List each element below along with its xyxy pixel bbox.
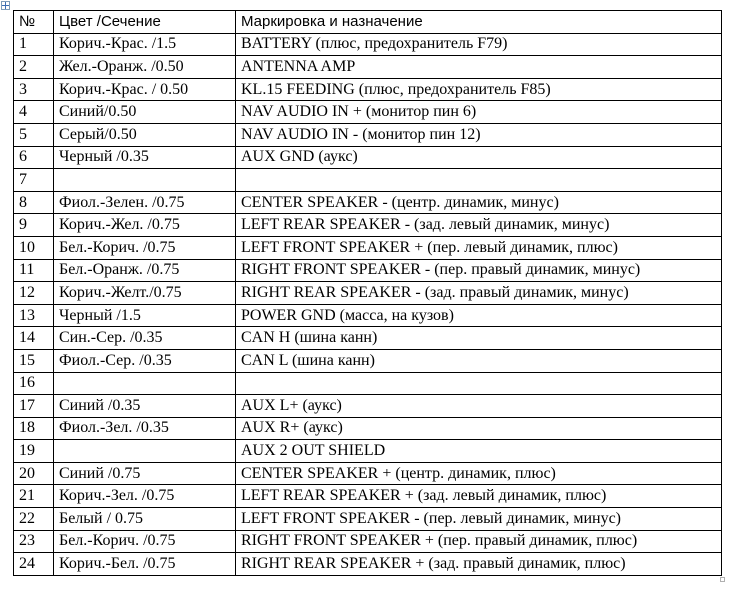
wire-color-cell: Корич.-Жел. /0.75	[54, 214, 236, 237]
pin-number-cell: 22	[14, 508, 54, 531]
table-row	[14, 304, 722, 327]
marking-cell: AUX GND (аукс)	[236, 146, 722, 169]
pin-number-cell: 17	[14, 395, 54, 418]
table-row	[14, 553, 722, 576]
table-row	[14, 417, 722, 440]
marking-cell	[236, 372, 722, 395]
wire-color-cell: Синий /0.75	[54, 462, 236, 485]
pin-number-cell: 24	[14, 553, 54, 576]
pin-number-cell: 16	[14, 372, 54, 395]
table-row	[14, 78, 722, 101]
wire-color-cell: Синий /0.35	[54, 395, 236, 418]
marking-cell: RIGHT REAR SPEAKER - (зад. правый динамик, минус)	[236, 282, 722, 305]
marking-cell: LEFT FRONT SPEAKER + (пер. левый динамик, плюс)	[236, 236, 722, 259]
pin-number-cell: 12	[14, 282, 54, 305]
wire-color-cell	[54, 169, 236, 192]
header-color-section: Цвет /Сечение	[54, 11, 236, 34]
table-row	[14, 349, 722, 372]
pinout-table	[13, 10, 722, 576]
table-row	[14, 259, 722, 282]
marking-cell: POWER GND (масса, на кузов)	[236, 304, 722, 327]
marking-cell: BATTERY (плюс, предохранитель F79)	[236, 33, 722, 56]
marking-cell: RIGHT FRONT SPEAKER + (пер. правый динамик, плюс)	[236, 530, 722, 553]
table-body	[14, 33, 722, 575]
marking-cell: NAV AUDIO IN - (монитор пин 12)	[236, 123, 722, 146]
marking-cell: RIGHT FRONT SPEAKER - (пер. правый динамик, минус)	[236, 259, 722, 282]
marking-cell: RIGHT REAR SPEAKER + (зад. правый динамик, плюс)	[236, 553, 722, 576]
pin-number-cell: 23	[14, 530, 54, 553]
pin-number-cell: 2	[14, 56, 54, 79]
wire-color-cell: Син.-Сер. /0.35	[54, 327, 236, 350]
table-row	[14, 191, 722, 214]
marking-cell: LEFT FRONT SPEAKER - (пер. левый динамик, минус)	[236, 508, 722, 531]
pin-number-cell: 3	[14, 78, 54, 101]
wire-color-cell: Белый / 0.75	[54, 508, 236, 531]
header-number: №	[14, 11, 54, 34]
table-row	[14, 282, 722, 305]
wire-color-cell: Корич.-Желт./0.75	[54, 282, 236, 305]
table-resize-handle[interactable]	[720, 577, 725, 582]
wire-color-cell: Черный /0.35	[54, 146, 236, 169]
wire-color-cell: Фиол.-Сер. /0.35	[54, 349, 236, 372]
wire-color-cell: Бел.-Корич. /0.75	[54, 530, 236, 553]
pin-number-cell: 4	[14, 101, 54, 124]
pin-number-cell: 11	[14, 259, 54, 282]
table-row	[14, 56, 722, 79]
wire-color-cell: Бел.-Корич. /0.75	[54, 236, 236, 259]
table-row	[14, 440, 722, 463]
wire-color-cell: Корич.-Бел. /0.75	[54, 553, 236, 576]
marking-cell: CAN H (шина канн)	[236, 327, 722, 350]
marking-cell: LEFT REAR SPEAKER - (зад. левый динамик, минус)	[236, 214, 722, 237]
table-row	[14, 327, 722, 350]
marking-cell	[236, 169, 722, 192]
wire-color-cell	[54, 440, 236, 463]
table-row	[14, 372, 722, 395]
header-marking-purpose: Маркировка и назначение	[236, 11, 722, 34]
wire-color-cell: Черный /1.5	[54, 304, 236, 327]
table-row	[14, 462, 722, 485]
table-row	[14, 508, 722, 531]
pin-number-cell: 1	[14, 33, 54, 56]
pin-number-cell: 7	[14, 169, 54, 192]
table-row	[14, 123, 722, 146]
wire-color-cell: Серый/0.50	[54, 123, 236, 146]
wire-color-cell	[54, 372, 236, 395]
pin-number-cell: 5	[14, 123, 54, 146]
wire-color-cell: Корич.-Крас. / 0.50	[54, 78, 236, 101]
table-row	[14, 530, 722, 553]
marking-cell: CENTER SPEAKER - (центр. динамик, минус)	[236, 191, 722, 214]
table-row	[14, 33, 722, 56]
pin-number-cell: 19	[14, 440, 54, 463]
pin-number-cell: 14	[14, 327, 54, 350]
table-row	[14, 169, 722, 192]
marking-cell: AUX L+ (аукс)	[236, 395, 722, 418]
marking-cell: ANTENNA AMP	[236, 56, 722, 79]
wire-color-cell: Синий/0.50	[54, 101, 236, 124]
wire-color-cell: Фиол.-Зел. /0.35	[54, 417, 236, 440]
table-move-handle[interactable]	[1, 1, 10, 10]
wire-color-cell: Корич.-Зел. /0.75	[54, 485, 236, 508]
pin-number-cell: 8	[14, 191, 54, 214]
pin-number-cell: 15	[14, 349, 54, 372]
wire-color-cell: Фиол.-Зелен. /0.75	[54, 191, 236, 214]
marking-cell: NAV AUDIO IN + (монитор пин 6)	[236, 101, 722, 124]
table-row	[14, 395, 722, 418]
pin-number-cell: 18	[14, 417, 54, 440]
table-row	[14, 485, 722, 508]
wire-color-cell: Жел.-Оранж. /0.50	[54, 56, 236, 79]
pin-number-cell: 10	[14, 236, 54, 259]
table-row	[14, 236, 722, 259]
marking-cell: CAN L (шина канн)	[236, 349, 722, 372]
marking-cell: LEFT REAR SPEAKER + (зад. левый динамик, плюс)	[236, 485, 722, 508]
marking-cell: AUX 2 OUT SHIELD	[236, 440, 722, 463]
pin-number-cell: 20	[14, 462, 54, 485]
pin-number-cell: 13	[14, 304, 54, 327]
table-row	[14, 101, 722, 124]
pin-number-cell: 9	[14, 214, 54, 237]
table-row	[14, 214, 722, 237]
pin-number-cell: 6	[14, 146, 54, 169]
marking-cell: CENTER SPEAKER + (центр. динамик, плюс)	[236, 462, 722, 485]
marking-cell: AUX R+ (аукс)	[236, 417, 722, 440]
table-row	[14, 146, 722, 169]
pin-number-cell: 21	[14, 485, 54, 508]
marking-cell: KL.15 FEEDING (плюс, предохранитель F85)	[236, 78, 722, 101]
wire-color-cell: Корич.-Крас. /1.5	[54, 33, 236, 56]
table-header-row	[14, 11, 722, 34]
wire-color-cell: Бел.-Оранж. /0.75	[54, 259, 236, 282]
